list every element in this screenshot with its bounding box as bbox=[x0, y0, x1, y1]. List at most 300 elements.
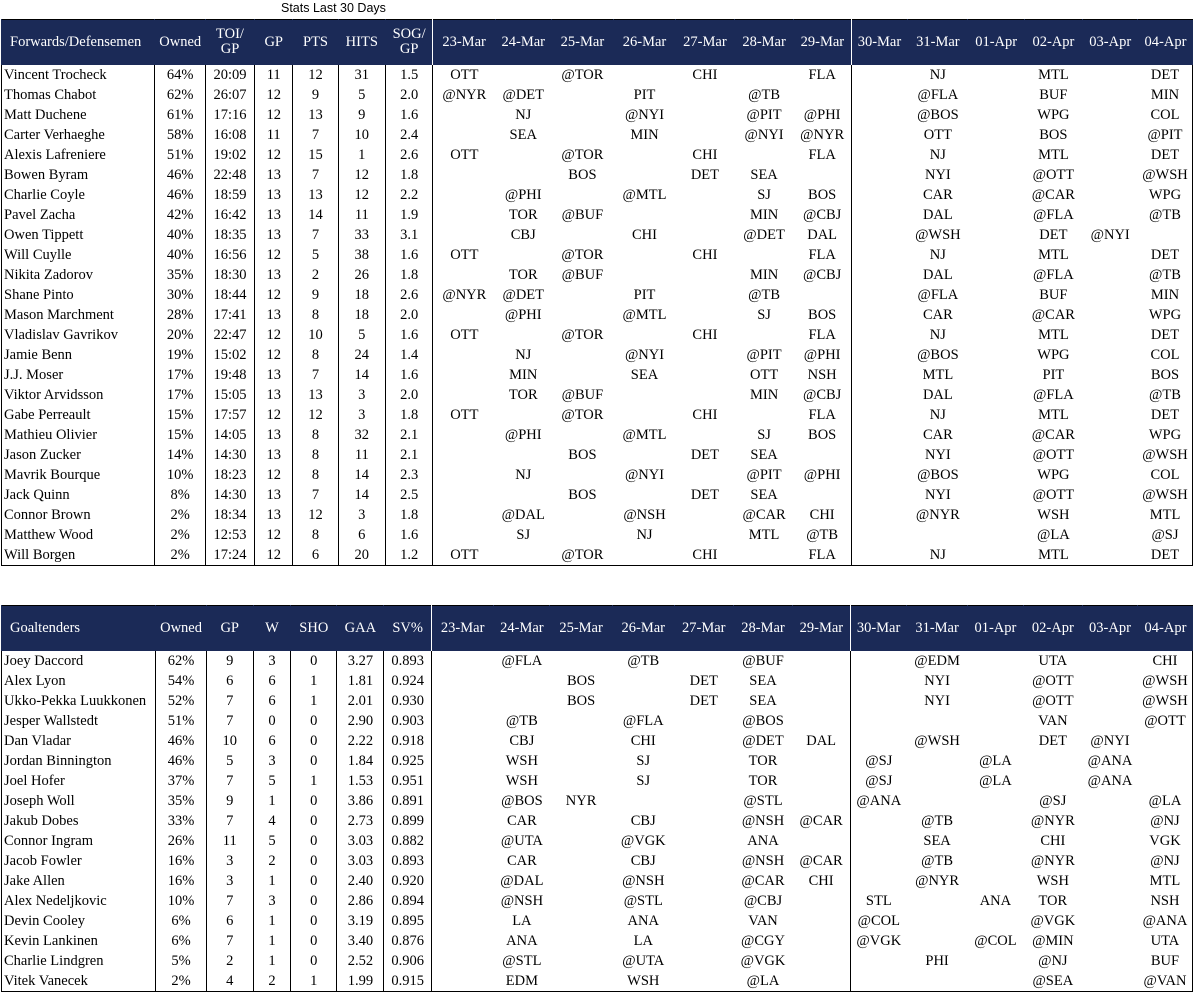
schedule-cell-29-mar: BOS bbox=[808, 186, 837, 203]
schedule-cell-31-mar bbox=[907, 971, 967, 992]
schedule-cell-04-apr: @NJ bbox=[1138, 851, 1193, 871]
schedule-cell-29-mar: @CBJ bbox=[802, 386, 842, 403]
player-name: Jamie Benn bbox=[2, 345, 155, 365]
schedule-cell-24-mar: NJ bbox=[515, 346, 532, 363]
schedule-cell-04-apr: COL bbox=[1138, 345, 1193, 365]
stat-cell-gp: 13 bbox=[255, 265, 293, 285]
schedule-cell-24-mar: SJ bbox=[516, 526, 531, 543]
schedule-cell-29-mar: FLA bbox=[808, 406, 836, 423]
stat-cell-gp: 13 bbox=[255, 165, 293, 185]
stat-cell-sv: 0.894 bbox=[384, 891, 431, 911]
player-name: Will Cuylle bbox=[2, 245, 155, 265]
schedule-cell-24-mar: @DAL bbox=[501, 506, 545, 523]
schedule-cell-27-mar: CHI bbox=[675, 545, 734, 566]
stat-cell-sv: 0.930 bbox=[384, 691, 431, 711]
stat-cell-gaa: 2.52 bbox=[337, 951, 384, 971]
schedule-cell-03-apr bbox=[1082, 365, 1138, 385]
schedule-cell-26-mar: SEA bbox=[630, 366, 659, 383]
stat-cell-sog-gp: 1.6 bbox=[385, 245, 432, 265]
stat-cell-toi-gp: 16:08 bbox=[205, 125, 254, 145]
stat-cell-sho: 0 bbox=[291, 651, 337, 671]
column-header-24-mar: 24-Mar bbox=[494, 606, 550, 651]
stat-cell-sog-gp: 1.2 bbox=[385, 545, 432, 566]
schedule-cell-25-mar bbox=[551, 125, 614, 145]
schedule-cell-27-mar: CHI bbox=[692, 146, 718, 163]
schedule-cell-28-mar: MTL bbox=[748, 526, 780, 543]
schedule-cell-03-apr bbox=[1082, 545, 1138, 566]
stat-cell-gp: 13 bbox=[255, 445, 293, 465]
schedule-cell-04-apr: CHI bbox=[1138, 651, 1193, 671]
schedule-cell-03-apr bbox=[1082, 831, 1138, 851]
schedule-cell-02-apr: WSH bbox=[1037, 506, 1070, 523]
schedule-cell-03-apr bbox=[1082, 465, 1138, 485]
stat-cell-owned: 42% bbox=[155, 205, 206, 225]
schedule-cell-31-mar: NYI bbox=[924, 672, 950, 689]
schedule-cell-30-mar bbox=[850, 971, 907, 992]
schedule-cell-23-mar bbox=[433, 465, 496, 485]
schedule-cell-02-apr: @CAR bbox=[1031, 306, 1075, 323]
stat-cell-pts: 7 bbox=[293, 225, 338, 245]
schedule-cell-01-apr bbox=[968, 445, 1024, 465]
schedule-cell-29-mar: @PHI bbox=[803, 466, 841, 483]
schedule-cell-02-apr bbox=[1024, 751, 1082, 771]
schedule-cell-03-apr bbox=[1082, 505, 1138, 525]
schedule-cell-23-mar: @NYR bbox=[433, 285, 496, 305]
stat-cell-sv: 0.924 bbox=[384, 671, 431, 691]
stat-cell-sho: 0 bbox=[291, 871, 337, 891]
schedule-cell-01-apr bbox=[968, 245, 1024, 265]
stat-cell-sv: 0.876 bbox=[384, 931, 431, 951]
schedule-cell-24-mar: @PHI bbox=[504, 306, 542, 323]
stat-cell-pts: 8 bbox=[293, 465, 338, 485]
column-header-30-mar: 30-Mar bbox=[851, 20, 908, 65]
schedule-cell-30-mar bbox=[851, 485, 908, 505]
table-row-jack-quinn bbox=[2, 485, 1193, 505]
schedule-cell-26-mar bbox=[614, 325, 676, 345]
stat-cell-w: 1 bbox=[253, 911, 291, 931]
schedule-cell-28-mar: @STL bbox=[743, 792, 783, 809]
schedule-cell-25-mar: BOS bbox=[568, 446, 597, 463]
stat-cell-gp: 9 bbox=[206, 791, 253, 811]
schedule-cell-01-apr bbox=[968, 505, 1024, 525]
stat-cell-hits: 3 bbox=[338, 505, 385, 525]
stat-cell-pts: 12 bbox=[293, 505, 338, 525]
table-row-vincent-trocheck bbox=[2, 65, 1193, 85]
schedule-cell-27-mar bbox=[674, 871, 733, 891]
schedule-cell-30-mar: @VGK bbox=[850, 931, 907, 951]
schedule-cell-02-apr: @SEA bbox=[1024, 971, 1082, 992]
stat-cell-sv: 0.891 bbox=[384, 791, 431, 811]
schedule-cell-23-mar bbox=[431, 651, 494, 671]
schedule-cell-30-mar bbox=[851, 145, 908, 165]
schedule-cell-24-mar: ANA bbox=[506, 932, 538, 949]
schedule-cell-28-mar: @VGK bbox=[740, 952, 786, 969]
schedule-cell-30-mar bbox=[850, 651, 907, 671]
stat-cell-sog-gp: 1.8 bbox=[385, 165, 432, 185]
schedule-cell-03-apr bbox=[1082, 145, 1138, 165]
schedule-cell-29-mar bbox=[793, 931, 851, 951]
stat-cell-pts: 2 bbox=[293, 265, 338, 285]
stat-cell-sog-gp: 2.0 bbox=[385, 385, 432, 405]
player-name: Matthew Wood bbox=[2, 525, 155, 545]
table-row-carter-verhaeghe bbox=[2, 125, 1193, 145]
stat-cell-gaa: 1.84 bbox=[337, 751, 384, 771]
schedule-cell-02-apr: UTA bbox=[1038, 652, 1068, 669]
stat-cell-sho: 0 bbox=[291, 751, 337, 771]
table-row-joey-daccord bbox=[2, 651, 1193, 671]
schedule-cell-25-mar bbox=[551, 465, 614, 485]
schedule-cell-02-apr: MTL bbox=[1024, 545, 1082, 566]
schedule-cell-29-mar: @PHI bbox=[803, 106, 841, 123]
schedule-cell-24-mar: @DAL bbox=[500, 872, 544, 889]
schedule-cell-23-mar bbox=[433, 265, 496, 285]
column-header-03-apr: 03-Apr bbox=[1082, 606, 1138, 651]
schedule-cell-26-mar bbox=[612, 671, 674, 691]
goalie-name: Dan Vladar bbox=[2, 731, 156, 751]
goalie-name: Ukko-Pekka Luukkonen bbox=[2, 691, 156, 711]
stat-cell-gaa: 3.03 bbox=[337, 851, 384, 871]
schedule-cell-30-mar bbox=[851, 305, 908, 325]
schedule-cell-01-apr: ANA bbox=[979, 892, 1012, 909]
schedule-cell-31-mar bbox=[907, 751, 967, 771]
schedule-cell-25-mar bbox=[550, 711, 613, 731]
schedule-cell-26-mar: CHI bbox=[630, 732, 656, 749]
schedule-cell-30-mar bbox=[851, 465, 908, 485]
schedule-cell-02-apr: @SJ bbox=[1039, 792, 1067, 809]
schedule-cell-31-mar: @TB bbox=[921, 852, 954, 869]
skaters-header-row bbox=[2, 20, 1193, 65]
column-header-26-mar: 26-Mar bbox=[614, 20, 676, 65]
schedule-cell-25-mar bbox=[550, 951, 613, 971]
table-row-connor-ingram bbox=[2, 831, 1193, 851]
stat-cell-sog-gp: 2.4 bbox=[385, 125, 432, 145]
schedule-cell-28-mar: @PIT bbox=[746, 466, 782, 483]
schedule-cell-23-mar bbox=[433, 125, 496, 145]
schedule-cell-26-mar bbox=[614, 545, 676, 566]
column-header-31-mar: 31-Mar bbox=[907, 606, 967, 651]
stat-cell-gaa: 1.99 bbox=[337, 971, 384, 992]
schedule-cell-04-apr: NSH bbox=[1138, 891, 1193, 911]
schedule-cell-29-mar: NSH bbox=[807, 366, 837, 383]
schedule-cell-29-mar bbox=[793, 711, 851, 731]
table-row-j-j-moser bbox=[2, 365, 1193, 385]
stat-cell-owned: 14% bbox=[155, 445, 206, 465]
schedule-cell-24-mar: @UTA bbox=[500, 832, 543, 849]
schedule-cell-31-mar: NJ bbox=[908, 545, 968, 566]
schedule-cell-30-mar bbox=[851, 165, 908, 185]
schedule-cell-28-mar bbox=[735, 145, 794, 165]
schedule-cell-25-mar: @TOR bbox=[561, 66, 604, 83]
stat-cell-hits: 20 bbox=[338, 545, 385, 566]
schedule-cell-01-apr bbox=[967, 851, 1023, 871]
schedule-cell-03-apr bbox=[1082, 811, 1138, 831]
schedule-cell-02-apr: WSH bbox=[1036, 872, 1069, 889]
stat-cell-sog-gp: 1.8 bbox=[385, 505, 432, 525]
schedule-cell-25-mar bbox=[550, 931, 613, 951]
schedule-cell-24-mar bbox=[495, 445, 551, 465]
stat-cell-gp: 12 bbox=[255, 345, 293, 365]
schedule-cell-23-mar bbox=[433, 185, 496, 205]
schedule-cell-03-apr bbox=[1082, 911, 1138, 931]
stat-cell-gp: 13 bbox=[255, 185, 293, 205]
schedule-cell-23-mar: OTT bbox=[433, 405, 496, 425]
schedule-cell-30-mar bbox=[850, 851, 907, 871]
stat-cell-gaa: 2.86 bbox=[337, 891, 384, 911]
schedule-cell-03-apr bbox=[1082, 65, 1138, 85]
schedule-cell-31-mar: @TB bbox=[921, 812, 954, 829]
schedule-cell-25-mar: @BUF bbox=[561, 266, 604, 283]
column-header-gp: GP bbox=[255, 20, 293, 65]
schedule-cell-02-apr: VAN bbox=[1038, 712, 1068, 729]
schedule-cell-23-mar bbox=[431, 771, 494, 791]
schedule-cell-04-apr: @WSH bbox=[1138, 691, 1193, 711]
schedule-cell-24-mar: LA bbox=[512, 912, 532, 929]
column-header-27-mar: 27-Mar bbox=[675, 20, 734, 65]
schedule-cell-24-mar: NJ bbox=[515, 466, 532, 483]
schedule-cell-29-mar: CHI bbox=[808, 872, 834, 889]
stat-cell-toi-gp: 18:23 bbox=[205, 465, 254, 485]
schedule-cell-30-mar bbox=[851, 525, 908, 545]
stat-cell-w: 1 bbox=[253, 931, 291, 951]
schedule-cell-02-apr: MTL bbox=[1038, 66, 1069, 83]
stat-cell-pts: 8 bbox=[293, 445, 338, 465]
schedule-cell-01-apr bbox=[967, 671, 1023, 691]
schedule-cell-28-mar: SEA bbox=[750, 486, 778, 503]
column-header-28-mar: 28-Mar bbox=[735, 20, 794, 65]
schedule-cell-31-mar: DAL bbox=[922, 206, 953, 223]
stat-cell-toi-gp: 17:41 bbox=[205, 305, 254, 325]
stat-cell-hits: 9 bbox=[338, 105, 385, 125]
stat-cell-pts: 12 bbox=[293, 405, 338, 425]
stat-cell-gp: 7 bbox=[206, 931, 253, 951]
schedule-cell-03-apr bbox=[1082, 891, 1138, 911]
schedule-cell-25-mar bbox=[550, 851, 613, 871]
stat-cell-pts: 7 bbox=[293, 165, 338, 185]
schedule-cell-28-mar: SEA bbox=[749, 692, 777, 709]
schedule-cell-31-mar bbox=[907, 771, 967, 791]
stats-caption: Stats Last 30 Days bbox=[281, 1, 386, 15]
stat-cell-hits: 31 bbox=[338, 65, 385, 85]
goalie-name: Jakub Dobes bbox=[2, 811, 156, 831]
schedule-cell-25-mar bbox=[551, 425, 614, 445]
column-header-toi-gp: TOI/ GP bbox=[205, 20, 254, 65]
schedule-cell-03-apr bbox=[1082, 345, 1138, 365]
column-header-owned: Owned bbox=[155, 20, 206, 65]
schedule-cell-29-mar: @CAR bbox=[799, 812, 843, 829]
schedule-cell-04-apr: @VAN bbox=[1138, 971, 1193, 992]
schedule-cell-26-mar: @FLA bbox=[622, 712, 664, 729]
schedule-cell-28-mar: @DET bbox=[743, 226, 785, 243]
schedule-cell-31-mar: @WSH bbox=[915, 226, 961, 243]
schedule-cell-29-mar bbox=[794, 85, 851, 105]
schedule-cell-27-mar bbox=[675, 505, 734, 525]
schedule-cell-26-mar: @MTL bbox=[622, 186, 667, 203]
schedule-cell-28-mar: @CAR bbox=[741, 872, 785, 889]
schedule-cell-27-mar: DET bbox=[690, 446, 720, 463]
schedule-cell-24-mar: @PHI bbox=[504, 186, 542, 203]
stat-cell-pts: 13 bbox=[293, 185, 338, 205]
schedule-cell-27-mar bbox=[674, 831, 733, 851]
schedule-cell-04-apr bbox=[1138, 771, 1193, 791]
schedule-cell-26-mar: @NSH bbox=[622, 872, 665, 889]
schedule-cell-30-mar bbox=[851, 545, 908, 566]
table-row-ukko-pekka-luukkonen bbox=[2, 691, 1193, 711]
schedule-cell-31-mar bbox=[907, 931, 967, 951]
schedule-cell-01-apr bbox=[968, 165, 1024, 185]
schedule-cell-27-mar bbox=[675, 465, 734, 485]
stat-cell-sho: 0 bbox=[291, 911, 337, 931]
schedule-cell-02-apr: @CAR bbox=[1031, 186, 1075, 203]
schedule-cell-02-apr: MTL bbox=[1038, 146, 1069, 163]
table-row-matthew-wood bbox=[2, 525, 1193, 545]
schedule-cell-23-mar bbox=[433, 225, 496, 245]
schedule-cell-25-mar: @TOR bbox=[561, 146, 604, 163]
schedule-cell-26-mar bbox=[612, 691, 674, 711]
stat-cell-w: 2 bbox=[253, 851, 291, 871]
player-name: Shane Pinto bbox=[2, 285, 155, 305]
stat-cell-toi-gp: 18:30 bbox=[205, 265, 254, 285]
player-name: Connor Brown bbox=[2, 505, 155, 525]
stat-cell-sho: 0 bbox=[291, 891, 337, 911]
schedule-cell-04-apr bbox=[1138, 751, 1193, 771]
schedule-cell-25-mar: @BUF bbox=[561, 386, 604, 403]
schedule-cell-01-apr bbox=[967, 911, 1023, 931]
schedule-cell-25-mar: BOS bbox=[568, 166, 597, 183]
schedule-cell-29-mar: @NYR bbox=[800, 126, 845, 143]
schedule-cell-03-apr bbox=[1082, 265, 1138, 285]
stat-cell-owned: 30% bbox=[155, 285, 206, 305]
goalie-name: Vitek Vanecek bbox=[2, 971, 156, 992]
stat-cell-sho: 0 bbox=[291, 951, 337, 971]
schedule-cell-30-mar bbox=[851, 325, 908, 345]
schedule-cell-27-mar bbox=[674, 711, 733, 731]
schedule-cell-27-mar bbox=[675, 185, 734, 205]
stat-cell-owned: 2% bbox=[155, 545, 206, 566]
schedule-cell-30-mar bbox=[851, 85, 908, 105]
schedule-cell-03-apr bbox=[1082, 851, 1138, 871]
schedule-cell-24-mar: CBJ bbox=[509, 732, 535, 749]
schedule-cell-02-apr: @OTT bbox=[1032, 446, 1075, 463]
table-row-jesper-wallstedt bbox=[2, 711, 1193, 731]
schedule-cell-24-mar bbox=[495, 545, 551, 566]
schedule-cell-26-mar bbox=[612, 791, 674, 811]
stat-cell-sog-gp: 1.6 bbox=[385, 105, 432, 125]
schedule-cell-24-mar: CAR bbox=[506, 852, 537, 869]
schedule-cell-24-mar: @FLA bbox=[501, 652, 543, 669]
schedule-cell-28-mar: @TB bbox=[748, 86, 781, 103]
goalie-name: Joel Hofer bbox=[2, 771, 156, 791]
stat-cell-owned: 2% bbox=[155, 505, 206, 525]
stat-cell-gp: 12 bbox=[255, 405, 293, 425]
stat-cell-gp: 3 bbox=[206, 871, 253, 891]
schedule-cell-26-mar: @NYI bbox=[624, 346, 665, 363]
schedule-cell-27-mar bbox=[674, 731, 733, 751]
schedule-cell-28-mar: @NSH bbox=[741, 852, 785, 869]
stat-cell-owned: 5% bbox=[156, 951, 207, 971]
stat-cell-owned: 62% bbox=[155, 85, 206, 105]
stat-cell-toi-gp: 12:53 bbox=[205, 525, 254, 545]
schedule-cell-29-mar: CHI bbox=[809, 506, 835, 523]
schedule-cell-01-apr bbox=[967, 731, 1023, 751]
schedule-cell-29-mar: BOS bbox=[808, 306, 837, 323]
schedule-cell-23-mar bbox=[431, 711, 494, 731]
schedule-cell-31-mar: NYI bbox=[924, 166, 951, 183]
stat-cell-toi-gp: 19:02 bbox=[205, 145, 254, 165]
schedule-cell-23-mar: OTT bbox=[433, 145, 496, 165]
schedule-cell-24-mar bbox=[495, 245, 551, 265]
stat-cell-hits: 18 bbox=[338, 305, 385, 325]
schedule-cell-24-mar: CAR bbox=[506, 812, 537, 829]
stat-cell-sog-gp: 2.5 bbox=[385, 485, 432, 505]
schedule-cell-04-apr: DET bbox=[1138, 545, 1193, 566]
schedule-cell-01-apr bbox=[968, 405, 1024, 425]
schedule-cell-01-apr bbox=[968, 345, 1024, 365]
schedule-cell-30-mar bbox=[851, 345, 908, 365]
column-header-25-mar: 25-Mar bbox=[551, 20, 614, 65]
stat-cell-owned: 46% bbox=[155, 165, 206, 185]
stat-cell-hits: 6 bbox=[338, 525, 385, 545]
schedule-cell-25-mar bbox=[551, 105, 614, 125]
stat-cell-w: 6 bbox=[253, 691, 291, 711]
stat-cell-sv: 0.951 bbox=[384, 771, 431, 791]
schedule-cell-24-mar bbox=[495, 65, 551, 85]
schedule-cell-01-apr bbox=[967, 831, 1023, 851]
stat-cell-gp: 13 bbox=[255, 305, 293, 325]
stat-cell-gaa: 2.01 bbox=[337, 691, 384, 711]
schedule-cell-23-mar bbox=[433, 445, 496, 465]
stat-cell-pts: 8 bbox=[293, 525, 338, 545]
schedule-cell-26-mar: CHI bbox=[632, 226, 657, 243]
schedule-cell-31-mar: @NYR bbox=[915, 506, 960, 523]
table-row-alexis-lafreniere bbox=[2, 145, 1193, 165]
schedule-cell-31-mar: DAL bbox=[922, 386, 953, 403]
stat-cell-sho: 0 bbox=[291, 711, 337, 731]
schedule-cell-23-mar bbox=[431, 791, 494, 811]
player-name: Jason Zucker bbox=[2, 445, 155, 465]
table-row-mason-marchment bbox=[2, 305, 1193, 325]
table-row-pavel-zacha bbox=[2, 205, 1193, 225]
schedule-cell-04-apr: DET bbox=[1138, 405, 1193, 425]
schedule-cell-01-apr bbox=[968, 145, 1024, 165]
schedule-cell-02-apr bbox=[1024, 771, 1082, 791]
stat-cell-gp: 13 bbox=[255, 205, 293, 225]
schedule-cell-26-mar: @MTL bbox=[622, 426, 667, 443]
stat-cell-gp: 7 bbox=[206, 711, 253, 731]
goalies-header-row bbox=[2, 606, 1193, 651]
stat-cell-gaa: 1.81 bbox=[337, 671, 384, 691]
goalies-table bbox=[1, 605, 1193, 992]
column-header-24-mar: 24-Mar bbox=[495, 20, 551, 65]
schedule-cell-24-mar: SEA bbox=[509, 126, 537, 143]
stat-cell-owned: 19% bbox=[155, 345, 206, 365]
schedule-cell-23-mar: OTT bbox=[433, 325, 496, 345]
schedule-cell-26-mar: MIN bbox=[630, 126, 659, 143]
schedule-cell-27-mar bbox=[675, 285, 734, 305]
column-header-pts: PTS bbox=[293, 20, 338, 65]
schedule-cell-28-mar: @TB bbox=[748, 286, 781, 303]
schedule-cell-31-mar: @FLA bbox=[917, 86, 959, 103]
schedule-cell-31-mar: NYI bbox=[924, 486, 951, 503]
schedule-cell-03-apr bbox=[1082, 671, 1138, 691]
stat-cell-owned: 6% bbox=[156, 911, 207, 931]
stat-cell-gaa: 2.90 bbox=[337, 711, 384, 731]
schedule-cell-04-apr: @WSH bbox=[1138, 671, 1193, 691]
schedule-cell-24-mar bbox=[494, 671, 550, 691]
schedule-cell-27-mar bbox=[674, 911, 733, 931]
schedule-cell-27-mar bbox=[674, 851, 733, 871]
schedule-cell-04-apr: MIN bbox=[1138, 85, 1193, 105]
schedule-cell-28-mar: TOR bbox=[748, 752, 778, 769]
